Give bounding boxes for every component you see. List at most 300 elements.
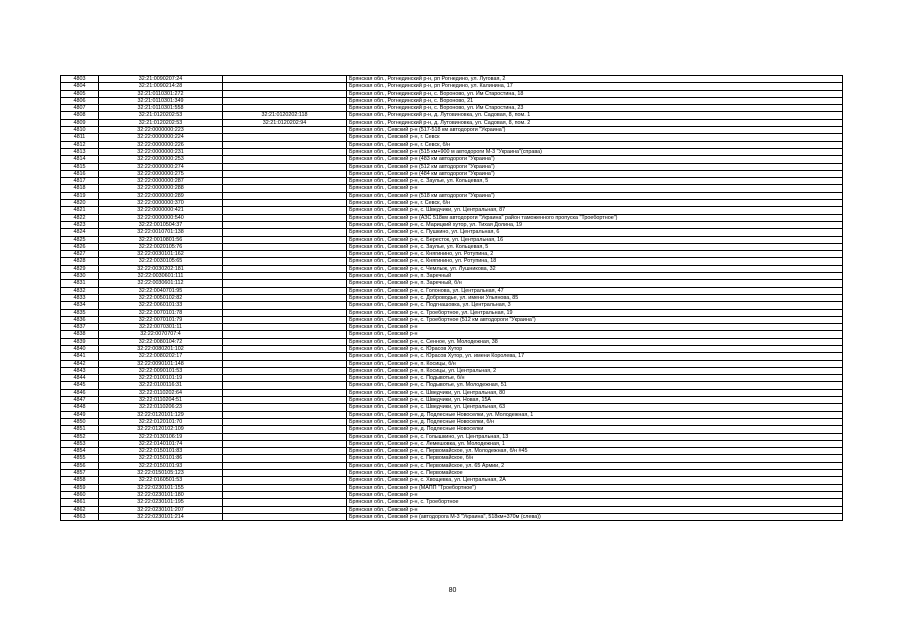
row-number-cell: 4836: [61, 316, 99, 323]
table-row: [61, 90, 843, 97]
row-number-cell: 4862: [61, 506, 99, 513]
row-number-cell: 4819: [61, 192, 99, 199]
cadastral-number-cell: 32:22:0000000:287: [99, 178, 223, 185]
address-cell: Брянская обл., Севский р-н, с. Лемешовка, ул. Молодежная, 1: [347, 440, 843, 447]
row-number-cell: 4854: [61, 448, 99, 455]
address-cell: Брянская обл., Севский р-н (МАПП "Троебортное"): [347, 484, 843, 491]
cadastral-number-cell: 32:22:0030601:111: [99, 273, 223, 280]
address-cell: Брянская обл., Севский р-н, с. Доброводье, ул. имени Ульянова, 85: [347, 294, 843, 301]
row-number-cell: 4852: [61, 433, 99, 440]
address-cell: Брянская обл., Севский р-н, с. Марицкий хутор, ул. Тихая Долина, 19: [347, 221, 843, 228]
cadastral-number-cell: 32:22:0080201:102: [99, 345, 223, 352]
cadastral-number-cell: 32:22:0070101:78: [99, 309, 223, 316]
row-number-cell: 4835: [61, 309, 99, 316]
table-row: [61, 331, 843, 338]
row-number-cell: 4823: [61, 221, 99, 228]
row-number-cell: 4822: [61, 214, 99, 221]
row-number-cell: 4838: [61, 331, 99, 338]
address-cell: Брянская обл., Севский р-н, п. Заречный: [347, 273, 843, 280]
row-number-cell: 4829: [61, 265, 99, 272]
row-number-cell: 4828: [61, 258, 99, 265]
table-row: [61, 287, 843, 294]
address-cell: Брянская обл., Севский р-н, с. Сенное, ул. Молодежная, 38: [347, 338, 843, 345]
address-cell: Брянская обл., Севский р-н, с. Подывотье, ул. Молодежная, 51: [347, 382, 843, 389]
table-row: [61, 433, 843, 440]
previous-cadastral-number-cell: [223, 404, 347, 411]
row-number-cell: 4805: [61, 90, 99, 97]
table-row: [61, 141, 843, 148]
row-number-cell: 4818: [61, 185, 99, 192]
cadastral-number-cell: 32:22:0230101:180: [99, 491, 223, 498]
table-row: [61, 302, 843, 309]
row-number-cell: 4827: [61, 251, 99, 258]
table-row: [61, 353, 843, 360]
address-cell: Брянская обл., Севский р-н, с. Хвощевка, ул. Центральная, 2А: [347, 477, 843, 484]
previous-cadastral-number-cell: [223, 440, 347, 447]
table-row: [61, 491, 843, 498]
row-number-cell: 4811: [61, 134, 99, 141]
previous-cadastral-number-cell: [223, 448, 347, 455]
row-number-cell: 4841: [61, 353, 99, 360]
row-number-cell: 4861: [61, 499, 99, 506]
address-cell: Брянская обл., Севский р-н, с. Шведчики, ул. Центральная, 87: [347, 207, 843, 214]
address-cell: Брянская обл., Севский р-н, г. Севск: [347, 134, 843, 141]
table-row: [61, 440, 843, 447]
table-row: [61, 243, 843, 250]
address-cell: Брянская обл., Севский р-н, с. Шведчики, ул. Новая, 15А: [347, 397, 843, 404]
row-number-cell: 4812: [61, 141, 99, 148]
cadastral-number-cell: 32:22:0120101:70: [99, 418, 223, 425]
previous-cadastral-number-cell: [223, 367, 347, 374]
previous-cadastral-number-cell: [223, 207, 347, 214]
table-row: [61, 229, 843, 236]
table-row: [61, 112, 843, 119]
row-number-cell: 4810: [61, 127, 99, 134]
previous-cadastral-number-cell: [223, 287, 347, 294]
cadastral-number-cell: 32:22:0000000:226: [99, 141, 223, 148]
row-number-cell: 4843: [61, 367, 99, 374]
address-cell: Брянская обл., Севский р-н, с. Первомайское: [347, 470, 843, 477]
cadastral-number-cell: 32:22:0230101:155: [99, 484, 223, 491]
previous-cadastral-number-cell: [223, 499, 347, 506]
table-row: [61, 119, 843, 126]
table-row: [61, 477, 843, 484]
table-row: [61, 178, 843, 185]
previous-cadastral-number-cell: [223, 280, 347, 287]
row-number-cell: 4860: [61, 491, 99, 498]
row-number-cell: 4824: [61, 229, 99, 236]
table-row: [61, 448, 843, 455]
cadastral-number-cell: 32:22:0070301:11: [99, 324, 223, 331]
address-cell: Брянская обл., Севский р-н, г. Севск, б/н: [347, 141, 843, 148]
cadastral-number-cell: 32:22:0150101:93: [99, 462, 223, 469]
table-row: [61, 367, 843, 374]
previous-cadastral-number-cell: [223, 214, 347, 221]
cadastral-number-cell: 32:22:0110204:51: [99, 397, 223, 404]
row-number-cell: 4851: [61, 426, 99, 433]
address-cell: Брянская обл., Рогнединский р-н, рп Рогнедино, ул. Калинина, 17: [347, 83, 843, 90]
address-cell: Брянская обл., Севский р-н, с. Голышкино, ул. Центральная, 13: [347, 433, 843, 440]
cadastral-number-cell: 32:22:0000000:421: [99, 207, 223, 214]
table-row: [61, 484, 843, 491]
previous-cadastral-number-cell: [223, 484, 347, 491]
table-row: [61, 200, 843, 207]
address-cell: Брянская обл., Рогнединский р-н, д. Лутовиновка, ул. Садовая, 8, пом. 2: [347, 119, 843, 126]
cadastral-number-cell: 32:22:0150105:123: [99, 470, 223, 477]
previous-cadastral-number-cell: [223, 360, 347, 367]
previous-cadastral-number-cell: [223, 324, 347, 331]
row-number-cell: 4850: [61, 418, 99, 425]
table-row: [61, 462, 843, 469]
table-row: [61, 506, 843, 513]
cadastral-number-cell: 32:22:0010504:37: [99, 221, 223, 228]
address-cell: Брянская обл., Севский р-н (484 км автодороги "Украина"): [347, 170, 843, 177]
table-row: [61, 382, 843, 389]
previous-cadastral-number-cell: [223, 170, 347, 177]
previous-cadastral-number-cell: [223, 76, 347, 83]
table-row: [61, 345, 843, 352]
address-cell: Брянская обл., Севский р-н, с. Пушкино, ул. Центральная, 6: [347, 229, 843, 236]
cadastral-number-cell: 32:22:0000000:231: [99, 148, 223, 155]
address-cell: Брянская обл., Севский р-н (518 км автодороги "Украина"): [347, 192, 843, 199]
address-cell: Брянская обл., Севский р-н, п. Косицы, ул. Центральная, 2: [347, 367, 843, 374]
row-number-cell: 4830: [61, 273, 99, 280]
previous-cadastral-number-cell: [223, 200, 347, 207]
address-cell: Брянская обл., Севский р-н, п. Косицы, б/н: [347, 360, 843, 367]
row-number-cell: 4857: [61, 470, 99, 477]
table-row: [61, 426, 843, 433]
address-cell: Брянская обл., Севский р-н, д. Подлесные Новоселки: [347, 426, 843, 433]
previous-cadastral-number-cell: [223, 462, 347, 469]
table-row: [61, 338, 843, 345]
previous-cadastral-number-cell: [223, 90, 347, 97]
cadastral-number-cell: 32:22:0100116:31: [99, 382, 223, 389]
table-row: [61, 148, 843, 155]
previous-cadastral-number-cell: [223, 265, 347, 272]
previous-cadastral-number-cell: [223, 418, 347, 425]
row-number-cell: 4848: [61, 404, 99, 411]
previous-cadastral-number-cell: [223, 477, 347, 484]
previous-cadastral-number-cell: [223, 258, 347, 265]
cadastral-number-cell: 32:22:0100101:19: [99, 375, 223, 382]
row-number-cell: 4808: [61, 112, 99, 119]
address-cell: Брянская обл., Севский р-н, с. Первомайское, б/н: [347, 455, 843, 462]
row-number-cell: 4831: [61, 280, 99, 287]
table-row: [61, 455, 843, 462]
row-number-cell: 4858: [61, 477, 99, 484]
address-cell: Брянская обл., Севский р-н: [347, 324, 843, 331]
table-row: [61, 221, 843, 228]
cadastral-number-cell: 32:22:0000000:275: [99, 170, 223, 177]
row-number-cell: 4834: [61, 302, 99, 309]
table-row: [61, 192, 843, 199]
table-row: [61, 316, 843, 323]
address-cell: Брянская обл., Севский р-н, с. Голонова, ул. Центральная, 47: [347, 287, 843, 294]
previous-cadastral-number-cell: 32:21:0120202:94: [223, 119, 347, 126]
address-cell: Брянская обл., Севский р-н (512 км автодороги "Украина"): [347, 163, 843, 170]
cadastral-number-cell: 32:22:0140101:74: [99, 440, 223, 447]
row-number-cell: 4837: [61, 324, 99, 331]
row-number-cell: 4813: [61, 148, 99, 155]
row-number-cell: 4820: [61, 200, 99, 207]
row-number-cell: 4804: [61, 83, 99, 90]
address-cell: Брянская обл., Севский р-н, с. Княгинино, ул. Ротупина, 18: [347, 258, 843, 265]
row-number-cell: 4833: [61, 294, 99, 301]
previous-cadastral-number-cell: [223, 236, 347, 243]
address-cell: Брянская обл., Рогнединский р-н, с. Вороново, ул. Им Старостина, 18: [347, 90, 843, 97]
table-row: [61, 97, 843, 104]
table-row: [61, 404, 843, 411]
address-cell: Брянская обл., Севский р-н, с. Княгинино, ул. Ротупина, 2: [347, 251, 843, 258]
cadastral-number-cell: 32:21:0110301:349: [99, 97, 223, 104]
previous-cadastral-number-cell: [223, 433, 347, 440]
cadastral-number-cell: 32:22:0090101:148: [99, 360, 223, 367]
row-number-cell: 4845: [61, 382, 99, 389]
cadastral-number-cell: 32:22:0150101:83: [99, 448, 223, 455]
row-number-cell: 4855: [61, 455, 99, 462]
previous-cadastral-number-cell: [223, 353, 347, 360]
row-number-cell: 4846: [61, 389, 99, 396]
previous-cadastral-number-cell: [223, 338, 347, 345]
cadastral-number-cell: 32:22:0000000:370: [99, 200, 223, 207]
table-row: [61, 324, 843, 331]
table-row: [61, 375, 843, 382]
address-cell: Брянская обл., Севский р-н (автодорога М-3 "Украина", 518км+370м (слева)): [347, 513, 843, 520]
address-cell: Брянская обл., Рогнединский р-н, рп Рогнедино, ул. Луговая, 2: [347, 76, 843, 83]
row-number-cell: 4803: [61, 76, 99, 83]
previous-cadastral-number-cell: [223, 148, 347, 155]
cadastral-number-cell: 32:22:0070707:4: [99, 331, 223, 338]
address-cell: Брянская обл., Севский р-н, п. Заречный, б/н: [347, 280, 843, 287]
cadastral-number-cell: 32:22:0030101:162: [99, 251, 223, 258]
previous-cadastral-number-cell: [223, 513, 347, 520]
table-row: [61, 265, 843, 272]
previous-cadastral-number-cell: [223, 134, 347, 141]
table-row: [61, 214, 843, 221]
row-number-cell: 4826: [61, 243, 99, 250]
cadastral-number-cell: 32:22:0060101:33: [99, 302, 223, 309]
cadastral-number-cell: 32:22:0000000:223: [99, 127, 223, 134]
cadastral-number-cell: 32:22:0120102:109: [99, 426, 223, 433]
address-cell: Брянская обл., Севский р-н (483 км автодороги "Украина"): [347, 156, 843, 163]
address-cell: Брянская обл., Рогнединский р-н, д. Лутовиновка, ул. Садовая, 8, пом. 1: [347, 112, 843, 119]
address-cell: Брянская обл., Севский р-н, д. Подлесные Новоселки, ул. Молодежная, 1: [347, 411, 843, 418]
previous-cadastral-number-cell: [223, 251, 347, 258]
address-cell: Брянская обл., Севский р-н, с. Троебортное (512 км автодороги "Украина"): [347, 316, 843, 323]
table-row: [61, 470, 843, 477]
cadastral-number-cell: 32:21:0120202:53: [99, 119, 223, 126]
row-number-cell: 4816: [61, 170, 99, 177]
address-cell: Брянская обл., Рогнединский р-н, с. Вороново, ул. Им Старостина, 23: [347, 105, 843, 112]
previous-cadastral-number-cell: [223, 375, 347, 382]
previous-cadastral-number-cell: [223, 185, 347, 192]
address-cell: Брянская обл., Севский р-н, с. Первомайское, ул. Молодежная, б/н #45: [347, 448, 843, 455]
cadastral-number-cell: 32:22:0230101:214: [99, 513, 223, 520]
previous-cadastral-number-cell: [223, 309, 347, 316]
previous-cadastral-number-cell: [223, 345, 347, 352]
cadastral-number-cell: 32:22:0020105:76: [99, 243, 223, 250]
previous-cadastral-number-cell: [223, 316, 347, 323]
address-cell: Брянская обл., Севский р-н, д. Подлесные Новоселки, б/н: [347, 418, 843, 425]
cadastral-number-cell: 32:22:0010701:138: [99, 229, 223, 236]
cadastral-number-cell: 32:22:0000000:289: [99, 192, 223, 199]
table-row: [61, 389, 843, 396]
row-number-cell: 4842: [61, 360, 99, 367]
table-row: [61, 134, 843, 141]
address-cell: Брянская обл., Севский р-н, с. Юрасов Хутор, ул. имени Королева, 17: [347, 353, 843, 360]
cadastral-number-cell: 32:22:0080104:72: [99, 338, 223, 345]
address-cell: Брянская обл., Севский р-н, с. Заулье, ул. Кольцевая, 5: [347, 243, 843, 250]
cadastral-number-cell: 32:22:0080202:17: [99, 353, 223, 360]
table-row: [61, 418, 843, 425]
address-cell: Брянская обл., Севский р-н, с. Чемлыж, ул. Лушникова, 32: [347, 265, 843, 272]
previous-cadastral-number-cell: [223, 455, 347, 462]
address-cell: Брянская обл., Севский р-н, с. Подывотье, б/н: [347, 375, 843, 382]
table-row: [61, 499, 843, 506]
previous-cadastral-number-cell: [223, 83, 347, 90]
previous-cadastral-number-cell: [223, 491, 347, 498]
table-row: [61, 170, 843, 177]
row-number-cell: 4814: [61, 156, 99, 163]
cadastral-number-cell: 32:22:0230101:195: [99, 499, 223, 506]
page-number: 80: [448, 587, 457, 594]
row-number-cell: 4817: [61, 178, 99, 185]
row-number-cell: 4832: [61, 287, 99, 294]
address-cell: Брянская обл., Севский р-н: [347, 506, 843, 513]
address-cell: Брянская обл., Севский р-н: [347, 491, 843, 498]
cadastral-number-cell: 32:22:0000000:540: [99, 214, 223, 221]
previous-cadastral-number-cell: [223, 243, 347, 250]
cadastral-number-cell: 32:22:0000000:274: [99, 163, 223, 170]
address-cell: Брянская обл., Севский р-н, г. Севск, б/н: [347, 200, 843, 207]
previous-cadastral-number-cell: [223, 294, 347, 301]
address-cell: Брянская обл., Севский р-н, с. Троебортное, ул. Центральная, 19: [347, 309, 843, 316]
previous-cadastral-number-cell: [223, 229, 347, 236]
cadastral-number-cell: 32:22:0120101:129: [99, 411, 223, 418]
cadastral-number-cell: 32:21:0110301:272: [99, 90, 223, 97]
address-cell: Брянская обл., Севский р-н (517-518 км автодороги "Украина"): [347, 127, 843, 134]
table-row: [61, 273, 843, 280]
table-row: [61, 360, 843, 367]
table-row: [61, 294, 843, 301]
cadastral-number-cell: 32:22:0030202:181: [99, 265, 223, 272]
previous-cadastral-number-cell: [223, 127, 347, 134]
row-number-cell: 4856: [61, 462, 99, 469]
row-number-cell: 4825: [61, 236, 99, 243]
previous-cadastral-number-cell: [223, 506, 347, 513]
previous-cadastral-number-cell: [223, 163, 347, 170]
previous-cadastral-number-cell: [223, 221, 347, 228]
previous-cadastral-number-cell: [223, 302, 347, 309]
row-number-cell: 4849: [61, 411, 99, 418]
cadastral-number-cell: 32:22:0110202:64: [99, 389, 223, 396]
cadastral-number-cell: 32:22:0000000:288: [99, 185, 223, 192]
table-row: [61, 411, 843, 418]
previous-cadastral-number-cell: [223, 331, 347, 338]
previous-cadastral-number-cell: [223, 411, 347, 418]
table-row: [61, 127, 843, 134]
previous-cadastral-number-cell: [223, 382, 347, 389]
row-number-cell: 4821: [61, 207, 99, 214]
table-row: [61, 280, 843, 287]
previous-cadastral-number-cell: [223, 97, 347, 104]
previous-cadastral-number-cell: [223, 397, 347, 404]
table-row: [61, 309, 843, 316]
previous-cadastral-number-cell: [223, 470, 347, 477]
previous-cadastral-number-cell: [223, 156, 347, 163]
table-row: [61, 251, 843, 258]
row-number-cell: 4853: [61, 440, 99, 447]
address-cell: Брянская обл., Севский р-н, с. Первомайское, ул. 65 Армии, 2: [347, 462, 843, 469]
table-row: [61, 76, 843, 83]
row-number-cell: 4859: [61, 484, 99, 491]
row-number-cell: 4809: [61, 119, 99, 126]
address-cell: Брянская обл., Севский р-н, с. Бересток, ул. Центральная, 16: [347, 236, 843, 243]
registry-table: [60, 75, 843, 521]
address-cell: Брянская обл., Севский р-н, с. Шведчики, ул. Центральная, 80: [347, 389, 843, 396]
table-row: [61, 105, 843, 112]
address-cell: Брянская обл., Севский р-н, с. Подгнашовка, ул. Центральная, 3: [347, 302, 843, 309]
cadastral-number-cell: 32:22:0090101:53: [99, 367, 223, 374]
address-cell: Брянская обл., Севский р-н, с. Троебортное: [347, 499, 843, 506]
table-row: [61, 83, 843, 90]
cadastral-number-cell: 32:22:0230101:207: [99, 506, 223, 513]
cadastral-number-cell: 32:22:0070101:79: [99, 316, 223, 323]
previous-cadastral-number-cell: [223, 192, 347, 199]
address-cell: Брянская обл., Севский р-н (АЗС 518км автодороги "Украина" район таможенного пропуска "Троебортное"): [347, 214, 843, 221]
row-number-cell: 4839: [61, 338, 99, 345]
table-row: [61, 513, 843, 520]
cadastral-number-cell: 32:22:0110206:23: [99, 404, 223, 411]
table-row: [61, 236, 843, 243]
previous-cadastral-number-cell: [223, 141, 347, 148]
cadastral-number-cell: 32:22:0030105:65: [99, 258, 223, 265]
cadastral-number-cell: 32:22:0130106:19: [99, 433, 223, 440]
row-number-cell: 4807: [61, 105, 99, 112]
cadastral-number-cell: 32:22:0150101:86: [99, 455, 223, 462]
table-row: [61, 397, 843, 404]
cadastral-number-cell: 32:21:0120202:53: [99, 112, 223, 119]
cadastral-number-cell: 32:22:0000000:253: [99, 156, 223, 163]
address-cell: Брянская обл., Севский р-н, с. Заулье, ул. Кольцевая, 5: [347, 178, 843, 185]
cadastral-number-cell: 32:22:0010801:56: [99, 236, 223, 243]
table-row: [61, 185, 843, 192]
previous-cadastral-number-cell: [223, 426, 347, 433]
cadastral-number-cell: 32:21:0090207:24: [99, 76, 223, 83]
previous-cadastral-number-cell: [223, 105, 347, 112]
cadastral-number-cell: 32:22:0000000:224: [99, 134, 223, 141]
previous-cadastral-number-cell: [223, 273, 347, 280]
previous-cadastral-number-cell: [223, 178, 347, 185]
table-row: [61, 207, 843, 214]
address-cell: Брянская обл., Севский р-н, с. Шведчики, ул. Центральная, 63: [347, 404, 843, 411]
address-cell: Брянская обл., Севский р-н: [347, 185, 843, 192]
table-row: [61, 258, 843, 265]
row-number-cell: 4863: [61, 513, 99, 520]
row-number-cell: 4806: [61, 97, 99, 104]
cadastral-number-cell: 32:22:0040701:95: [99, 287, 223, 294]
cadastral-number-cell: 32:22:0160501:53: [99, 477, 223, 484]
address-cell: Брянская обл., Севский р-н, с. Юрасов Хутор: [347, 345, 843, 352]
registry-table-body: [61, 76, 843, 521]
address-cell: Брянская обл., Севский р-н: [347, 331, 843, 338]
table-row: [61, 163, 843, 170]
row-number-cell: 4847: [61, 397, 99, 404]
row-number-cell: 4840: [61, 345, 99, 352]
table-row: [61, 156, 843, 163]
cadastral-number-cell: 32:21:0090214:28: [99, 83, 223, 90]
cadastral-number-cell: 32:22:0050102:82: [99, 294, 223, 301]
